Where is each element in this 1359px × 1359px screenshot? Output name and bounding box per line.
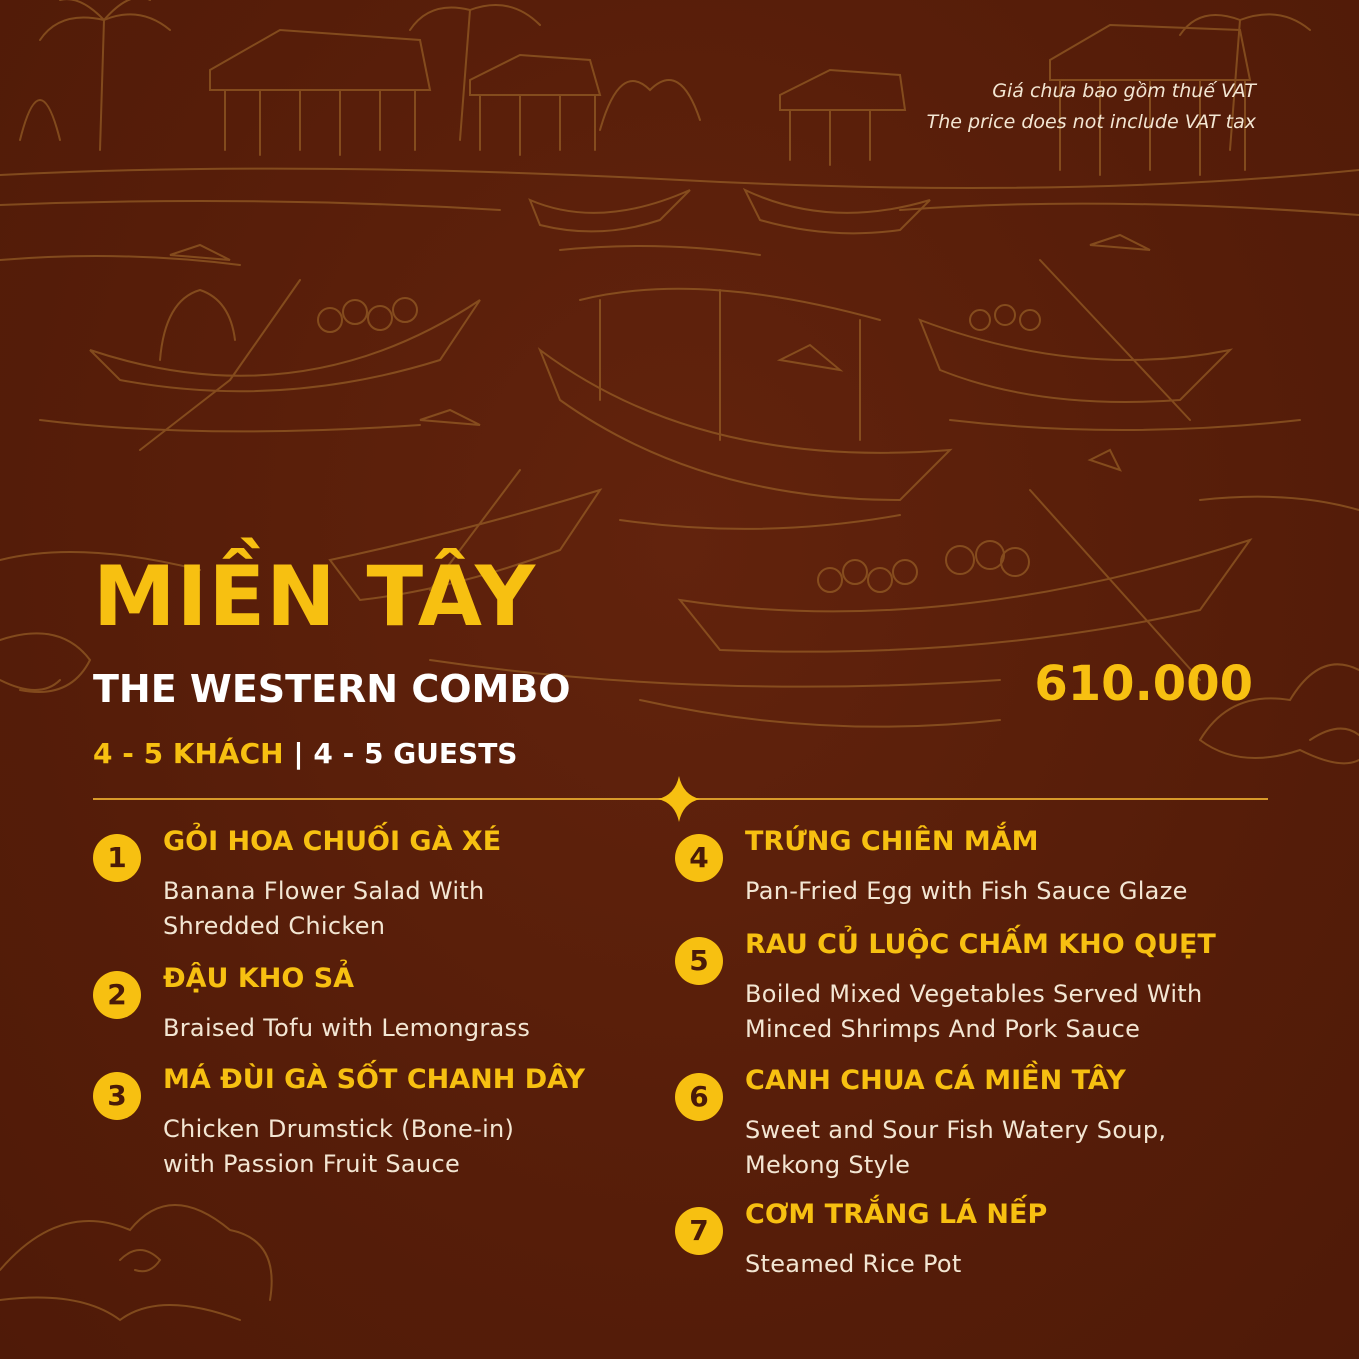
dish-name-english: Pan-Fried Egg with Fish Sauce Glaze — [745, 877, 1188, 905]
dish-name-english: Braised Tofu with Lemongrass — [163, 1014, 531, 1042]
section-divider — [93, 776, 1268, 822]
guests-separator: | — [293, 737, 304, 770]
sparkle-star-icon — [658, 776, 700, 822]
dish-name-vietnamese: ĐẬU KHO SẢ — [163, 963, 355, 994]
guest-count — [93, 737, 518, 770]
dish-name-vietnamese: GỎI HOA CHUỐI GÀ XÉ — [163, 826, 502, 857]
dish-name-english: Steamed Rice Pot — [745, 1250, 962, 1278]
dish-name-vietnamese: CƠM TRẮNG LÁ NẾP — [745, 1199, 1048, 1230]
dish-name-vietnamese: TRỨNG CHIÊN MẮM — [745, 826, 1039, 857]
dish-name-vietnamese: RAU CỦ LUỘC CHẤM KHO QUẸT — [745, 929, 1216, 960]
combo-subtitle: THE WESTERN COMBO — [93, 667, 571, 711]
dish-number-badge: 5 — [675, 937, 723, 985]
combo-title: MIỀN TÂY — [93, 548, 537, 645]
vat-note-english: The price does not include VAT tax — [926, 111, 1256, 133]
dish-name-english: Banana Flower Salad With Shredded Chicken — [163, 877, 485, 940]
dish-number-badge: 4 — [675, 834, 723, 882]
combo-price: 610.000 — [1034, 656, 1253, 712]
dish-name-vietnamese: CANH CHUA CÁ MIỀN TÂY — [745, 1065, 1126, 1096]
guests-english: 4 - 5 GUESTS — [313, 737, 518, 770]
dish-number-badge: 2 — [93, 971, 141, 1019]
dish-name-english: Sweet and Sour Fish Watery Soup, Mekong Style — [745, 1116, 1167, 1179]
dish-name-english: Chicken Drumstick (Bone-in) with Passion Fruit Sauce — [163, 1115, 515, 1178]
vat-note-vietnamese: Giá chưa bao gồm thuế VAT — [992, 80, 1256, 102]
dish-number-badge: 7 — [675, 1207, 723, 1255]
dish-number-badge: 6 — [675, 1073, 723, 1121]
guests-vietnamese: 4 - 5 KHÁCH — [93, 737, 284, 770]
dish-name-english: Boiled Mixed Vegetables Served With Minced Shrimps And Pork Sauce — [745, 980, 1203, 1043]
dish-number-badge: 1 — [93, 834, 141, 882]
dish-number-badge: 3 — [93, 1072, 141, 1120]
dish-name-vietnamese: MÁ ĐÙI GÀ SỐT CHANH DÂY — [163, 1064, 586, 1095]
